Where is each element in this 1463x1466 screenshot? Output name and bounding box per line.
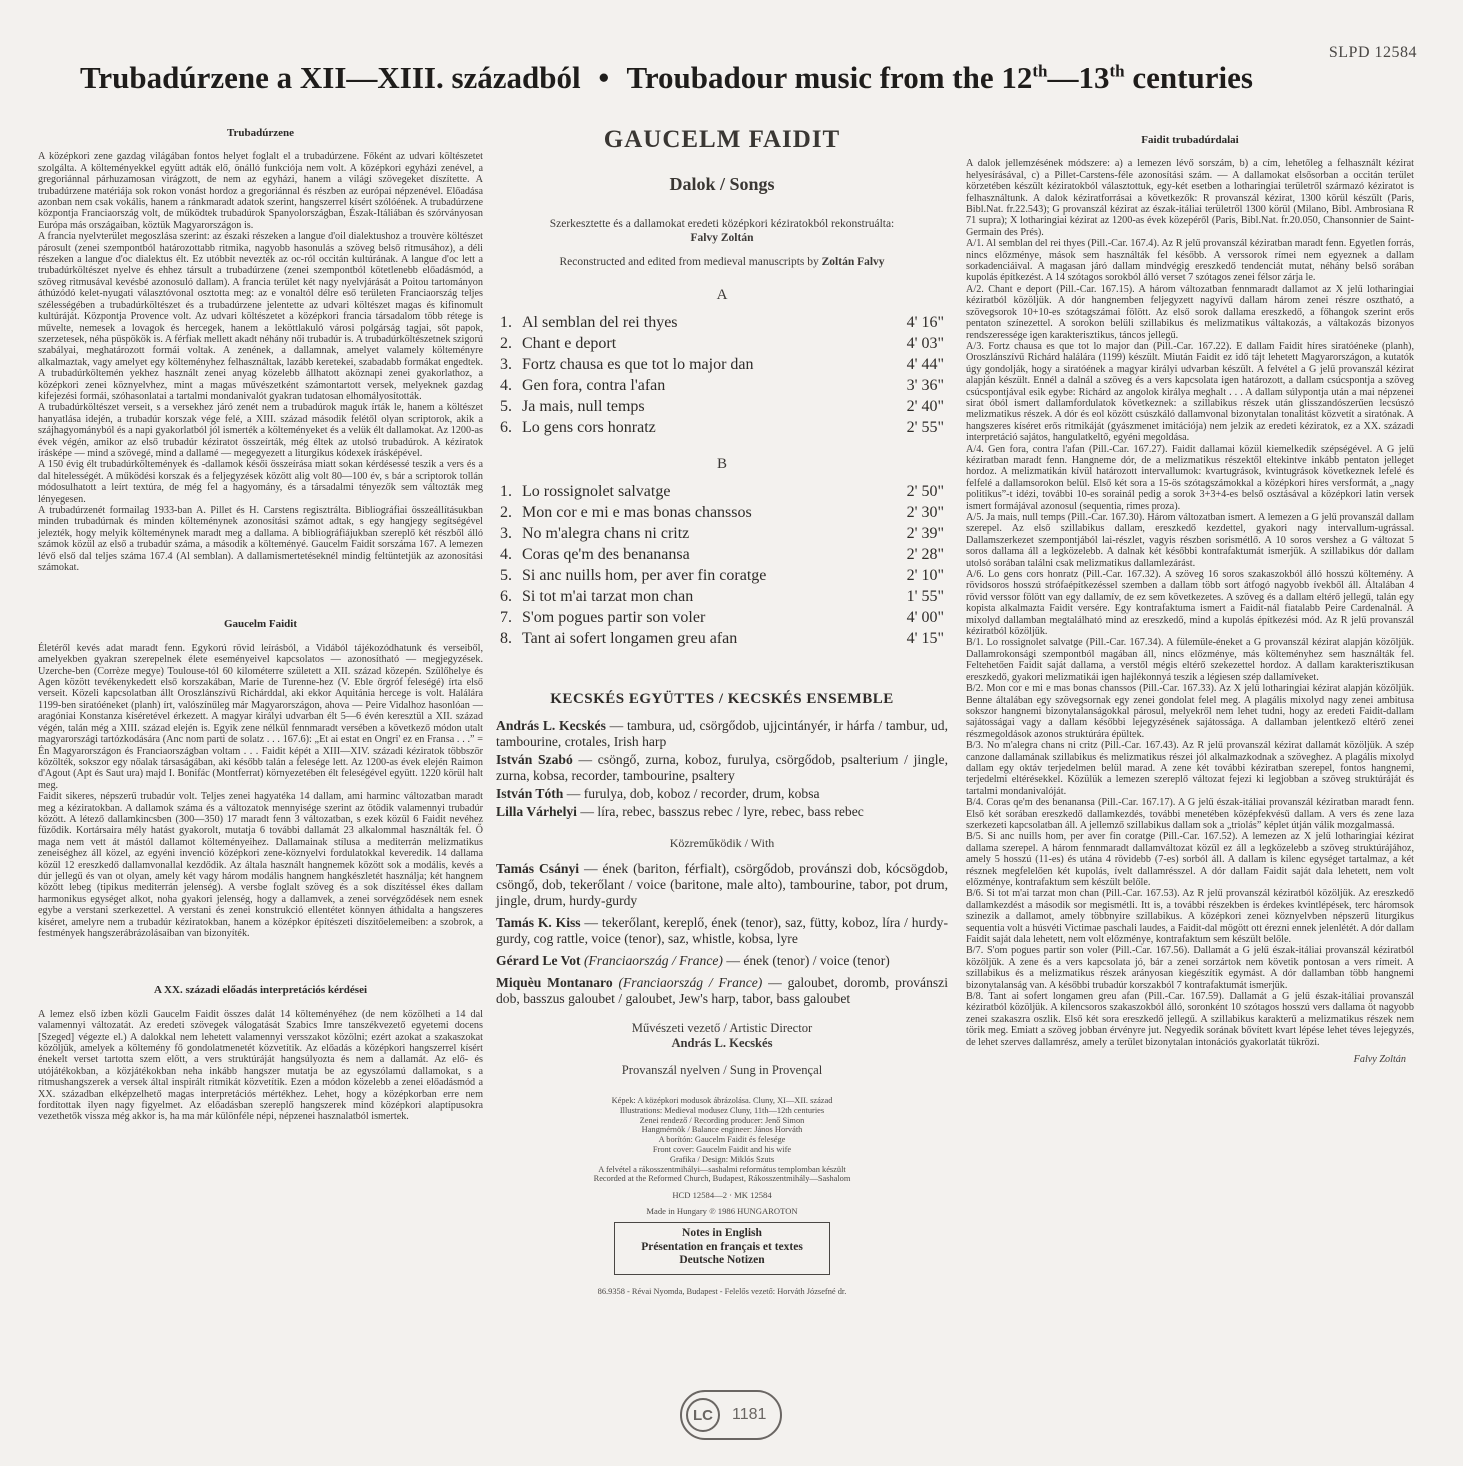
performer-instruments: — tekerőlant, kereplő, ének (tenor), saz, fütty, koboz, líra / hurdy-gurdy, cog rattle, voice (tenor), saz, whistle, kobsa, lyre xyxy=(496,915,948,946)
performer xyxy=(496,915,948,947)
track-row xyxy=(492,544,952,565)
track-duration: 4' 44" xyxy=(906,356,944,373)
track-number: 6. xyxy=(500,588,512,605)
paragraph: A lemez első ízben közli Gaucelm Faidit összes dalát 14 költeményéhez (de nem közölheti a 14 dal valamennyi változatát. Az eredeti szövegek válogatását Szabics Imre tanszékvezető egyetemi docens [Szeged] végezte el.) A dalokkal nem lehetett valamennyi versszakot közölni; ezért azokat a szakaszokat közöljük, amelyek a költemény fő gondolatmenetét közvetítik. Az előadás a középkori hangszerrel kísért énekelt verset tartotta szem előtt, a vers struktúráját hangsúlyozta és nem a dallamát. Az elő- és utójátékokban, a közjátékokban neha inkább hangszer mutatja be az egyszólamú dallamokat, s a ritmushangszerek a versek által inspirált ritmikát közvetítik. Ezen a módon közelebb a zenei előadásmód a XX. században elképzelhető magas interpretációs mértékhez. Lehet, hogy a középkorban erre nem fordítottak ilyen nagy figyelmet. Az előadásban szereplő hangszerek mind középkori alaptípusokra vezethetők vissza még akkor is, ha ma már különféle népi, népzenei hasznalatból ismertek. xyxy=(38,1008,483,1123)
track-title: Si tot m'ai tarzat mon chan xyxy=(522,588,694,605)
track-number: 1. xyxy=(500,314,512,331)
author-signature: Falvy Zoltán xyxy=(1353,1054,1406,1066)
track-row xyxy=(492,628,952,649)
performer-instruments: — líra, rebec, basszus rebec / lyre, rebec, bass rebec xyxy=(576,804,864,819)
catalog-codes: HCD 12584—2 · MK 12584 xyxy=(672,1190,772,1201)
song-descriptions xyxy=(966,158,1414,1048)
track-duration: 4' 03" xyxy=(906,335,944,352)
paragraph: A trubadúrköltészet verseit, s a versekhez járó zenét nem a trubadúrok maguk írták le, hanem a költészet hanyatlása idején, a trubadúr korszak vége felé, a XIII. század második felétől olyan scriptorok, akik a szájhagyományból és a napi gyakorlatból jól ismerték a költeményeket és a velük élt dallamokat. Az 1200-as évek végén, amikor az első trubadúr kéziratot összeírták, még éltek az utolsó trubadúrok. A kéziratok írásképe — mind a szövegé, mind a dallamé — megegyezett a liturgikus kódexek írásképével. xyxy=(38,402,483,459)
song-description: B/7. S'om pogues partir son voler (Pill.-Car. 167.56). Dallamát a G jelű észak-itáliai provanszál kéziratból közöljük. A zene és a vers kapcsolata jó, bár a zenei sorzártok nem követik pontosan a vers rímeit. A szillabikus és a melizmatikus részek arányosan kiegészítik egymást. A dór dallamban több hangnemi bizonytalanság van. A későbbi trubadúr korszakból 7 kontrafaktumát ismerjük. xyxy=(966,945,1414,991)
page-title xyxy=(80,60,1400,96)
credit-line: Illustrations: Medieval modusez Cluny, 11th—12th centuries xyxy=(619,1105,825,1115)
performer-name: Tamás Csányi xyxy=(496,861,580,876)
ensemble-heading: KECSKÉS EGYÜTTES / KECSKÉS ENSEMBLE xyxy=(550,691,894,707)
song-description: A/1. Al semblan del rei thyes (Pill.-Car. 167.4). Az R jelű provanszál kéziratban maradt fenn. Egyetlen forrás, nincs előzménye, mások sem használták fel később. A verssorok rímei nem egyeznek a dallam sorkadenciáival. A magasan járó dallam mindvégig ereszkedő tendenciát mutat, néhány belső sorában kupolás építkezést. A 14 szótagos sorokból álló verset 7 szótagos zenei félsor zárja le. xyxy=(966,238,1414,284)
title-separator: • xyxy=(598,60,610,95)
section-heading-faidit-songs: Faidit trubadúrdalai xyxy=(1141,134,1239,146)
track-row xyxy=(492,502,952,523)
performer-country: (Franciaország / France) xyxy=(580,953,723,968)
performer-name: István Tóth xyxy=(496,786,564,801)
song-description: A/2. Chant e deport (Pill.-Car. 167.15). A három változatban fennmaradt dallamot az X jelű lotharingiai kéziratból közöljük. A dór hangnemben feljegyzett nagyívű dallam három zenei részre osztható, a szövegsorok 10+10-es szótagszámai fölött. Az első sorok dallama ereszkedő, a főhangok szerint erős pentaton színezettel. A sorokon belüli szillabikus és melizmatikus váltakozás, a váltakozás bizonyos rendszeressége igen karakterisztikus, táncos jellegű. xyxy=(966,283,1414,341)
track-title: Lo rossignolet salvatge xyxy=(522,483,671,500)
title-hungarian: Trubadúrzene a XII—XIII. századból xyxy=(80,60,581,95)
performer-name: István Szabó xyxy=(496,752,573,767)
section-heading-trubadurzene: Trubadúrzene xyxy=(226,127,295,139)
track-number: 7. xyxy=(500,609,512,626)
track-duration: 4' 16" xyxy=(906,314,944,331)
label-code-number: 1181 xyxy=(732,1406,767,1423)
catalog-number: SLPD 12584 xyxy=(1328,44,1417,61)
track-title: Tant ai sofert longamen greu afan xyxy=(522,630,738,647)
performer-country: (Franciaország / France) xyxy=(612,975,763,990)
track-number: 4. xyxy=(500,546,512,563)
songs-heading: Dalok / Songs xyxy=(669,174,775,194)
credit-line: Zenei rendező / Recording producer: Jenő Simon xyxy=(639,1115,805,1125)
song-description: B/1. Lo rossignolet salvatge (Pill.-Car. 167.34). A fülemüle-éneket a G provanszál kézirat alapján közöljük. Dallamrokonsági szempontból magában áll, nincs előzménye, más költeményhez sem használták fel. Feltehetően Faidit saját dallama, a verstől mégis eltérő szekezettel hordoz. A dallam karakterisztikusan ereszkedő, gyakori melizmatikái igen hajlékonnyá teszik a légiesen szép dallamíveket. xyxy=(966,637,1414,683)
song-description: B/6. Si tot m'ai tarzat mon chan (Pill.-Car. 167.53). Az R jelű provanszál kéziratból közöljük. Az ereszkedő dallamkezdést a második sor megismétli. Itt is, a további részekben is érdekes kvintlépések, terc háromsok szinezik a dallamot, amely többnyire szillabikus. A középkori zenei köznyelvben népszerű liturgikus sequentia volt a húsvéti Victimae paschali laudes, a Faidit-dal mögött ott érezni ennek jelenlétét. A dór dallam Faidit saját dala lehetett, nem volt előzménye, kontrafaktum sem készült belőle. xyxy=(966,888,1414,946)
track-number: 3. xyxy=(500,525,512,542)
song-description: B/3. No m'alegra chans ni critz (Pill.-Car. 167.43). Az R jelű provanszál kézirat dallamát közöljük. A szép canzone dallamának szillabikus és melizmatikus részei jól alkalmazkodnak a szöveghez. A plagális mixolyd dallam egy oktáv terjedelmen belül marad. A zene két további kéziratban szerepel, fontos hangnemi, terjedelmi eltérésekkel. Közülük a lemezen szereplő változat fejezi ki legjobban a szöveg struktúráját és tartalmi mondanivalóját. xyxy=(966,740,1414,797)
paragraph: A középkori zene gazdag világában fontos helyet foglalt el a trubadúrzene. Főként az udvari költészetet szolgálta. A költeményekkel együtt adták elő, önálló funkciója nem volt. A középkori egyházi zenével, a gregoriánnal párhuzamosan virágzott, de nem az egyházi, hanem a világi szövegeket díszítette. A trubadúrzene matériája sok rokon vonást hordoz a gregoriánnal és részben az európai népzenével. Előadása azonban nem csak vokális, hanem a ránkmaradt adatok szerint, hangszerrel kísért szólóének. A trubadúrzene központja Franciaország volt, de működtek trubadúrok Spanyolországban, Észak-Itáliában és szórványosan Európa más országaiban, köztük Magyarországon is. xyxy=(38,151,483,231)
track-number: 2. xyxy=(500,335,512,352)
track-number: 6. xyxy=(500,419,512,436)
track-number: 8. xyxy=(500,630,512,647)
track-duration: 2' 10" xyxy=(906,567,944,584)
song-description: A/6. Lo gens cors honratz (Pill.-Car. 167.32). A szöveg 16 soros szakaszokból álló hosszú költemény. A rövidsoros hosszú strófaépítkezéssel szemben a dallam több sort átfogó nagyobb ívekből áll. Általában 4 rövid verssor fölött van egy dallamív, de ez sem következetes. A szöveg és a dallam eltérő jellegű, talán egy kopista alkalmazta Faidit versére. Egy kontrafaktuma ismert a Faidit-nál fiatalabb Peire Cardenalnál. A mixolyd dallamban megtalálható mind az ereszkedő, mind a kupolás építkezési mód. Az R jelű provanszál kéziratból közöljük. xyxy=(966,569,1414,638)
song-description: B/5. Si anc nuills hom, per aver fin coratge (Pill.-Car. 167.52). A lemezen az X jelű lotharingiai kézirat dallama szerepel. A három fennmaradt dallamváltozat közül ez áll a legközelebb a szöveg struktúrájához, amely 5 hosszú (11-es) és utána 4 rövidebb (7-es) sorból áll. A dallam is kilenc egységet tartalmaz, a két résznek megfelelően két kupolás, ívelt dallamrésszel. A dór dallam Faidit saját dala lehetett, nem volt előzménye, kontrafaktum sem készült belőle. xyxy=(966,831,1414,888)
track-number: 4. xyxy=(500,377,512,394)
printer-line: 86.9358 - Révai Nyomda, Budapest - Felelős vezető: Horváth Józsefné dr. xyxy=(597,1286,847,1296)
performer-instruments: — ének (bariton, férfialt), csörgődob, provánszi dob, kócsögdob, csöngő, dob, tekerőlant / voice (baritone, male alto), tambourine, tabor, pot drum, jingle, drum, hurdy-gurdy xyxy=(496,861,949,908)
song-description: A dalok jellemzésének módszere: a) a lemezen lévő sorszám, b) a cím, lehetőleg a felhasznált kézirat helyesírásával, c) a Pillet-Carstens-féle azonosítási szám. — A dallamokat elsősorban a occitán terület körzetében készült kéziratokból választottuk, egy-két esetben a lotharingiai területről származó kéziratot is felhasználtunk. A dalok kéziratforrásai a következők: R provanszál kézirat, 1300 körül készült (Paris, Bibl.Nat. fr.22.543); G provanszál kézirat az észak-itáliai területről 1300 körül (Milano, Bibl. Ambrosiana R 71 supra); X lotharingiai kézirat az 1200-as évek közepéről (Paris, Bibl.Nat. fr.20.050, Chansonnier de Saint-Germain des Prés). xyxy=(966,158,1414,238)
song-description: B/2. Mon cor e mi e mas bonas chanssos (Pill.-Car. 167.33). Az X jelű lotharingiai kézirat alapján közöljük. Benne általában egy szövegsornak egy zenei gondolat felel meg. A plagális mixolyd nagy zenei ambitusa sokszor hangnemi bizonytalanságokkal párosul, melyekről nem lehet tudni, hogy az eredeti Faidit-dallam sajátosságai vagy a dallam későbbi lejegyzésének sajátossága. A dallamban jelentkező eltérő zenei részmegoldások azonos struktúrára épültek. xyxy=(966,683,1414,740)
track-title: Fortz chausa es que tot lo major dan xyxy=(522,356,754,373)
paragraph: Faidit sikeres, népszerű trubadúr volt. Teljes zenei hagyatéka 14 dallam, ami harminc változatban maradt meg a kéziratokban. A dallamok száma és a változatok mennyisége szerint az ötödik valamennyi trubadúr között. A létező dallamkincsben (300—350) 17 maradt fenn 3 változatban, s ezek közül 6 Faidit nevéhez fűződik. Kortársaira mély hatást gyakorolt, mutatja 6 további dallamát 23 alkalommal használták fel. Ő maga nem vett át mástól dallamot költeményeihez. Dallamainak stílusa a mediterrán melizmatikus zeneiséghez áll közel, az egyéni invenció középkori zene-köznyelvi fordulatokkal keveredik. 14 dallama közül 12 ereszkedő dallamvonallal kezdődik. Az általa használt hangnemek között sok a modális, kevés a dúr jellegű és van ot olyan, amely két vagy három modális hangnem hangkészletét használja; két hangnem között lebeg (tipikus mediterrán jelenség). A versbe foglalt szöveg és a sok díszítéssel ékes dallam harmonikus egységet alkot, noha gyakori jelenség, hogy a dallamvek, a zenei sorvégződések nem esnek egybe a verstani szerkezettel. A verstani és zenei konstrukció ellentétet könnyen áthidalta a hangszeres kíséret, amelyre nem a trubadúr kéziratokban, hanem a középkor építészeti díszítőelemeiben: a szobrok, a festmények hangszerábrázolásaiban van bizonyíték. xyxy=(38,791,483,939)
track-row xyxy=(492,396,952,417)
paragraph: A trubadúrzenét formailag 1933-ban A. Pillet és H. Carstens regisztrálta. Bibliográfiai összeállításukban minden trubadúrnak és minden költeménynek azonosítási számot adtak, s egy hangjegy segítségével jelezték, hogy melyik költeménynek maradt meg a dallama. A bibliográfiájukban szereplő két részből álló számok közül az első a trubadúr száma, a második a költeményé. Gaucelm Faidit sorszáma 167. A lemezen lévő első dal teljes száma 167.4 (Al semblan). A dallamismertetéseknél mindig feltüntetjük az azonosítási számokat. xyxy=(38,505,483,574)
artistic-director: Művészeti vezető / Artistic Director András L. Kecskés Provanszál nyelven / Sung in Provençal xyxy=(621,1021,823,1077)
performer xyxy=(496,975,948,1007)
composer-name: GAUCELM FAIDIT xyxy=(603,126,841,153)
performer xyxy=(496,786,948,802)
tracklist-side-a xyxy=(492,312,952,438)
credit-line: A borítón: Gaucelm Faidit és felesége xyxy=(658,1135,786,1145)
side-b-label: B xyxy=(716,456,727,472)
song-description: A/5. Ja mais, null temps (Pill.-Car. 167.30). Három változatban ismert. A lemezen a G jelű provanszál dallam szerepel. Az első szillabikus dallam, ereszkedő kezdettel, gyakori nagy intervallum-ugrással. Dallamszerkezet szempontjából lai-részlet, vagyis részben sorismétlő. A 10 soros vershez a G változat 5 soros dallama áll a legközelebb. A dalnak két későbbi kontrafaktumát ismerjük. A szillabikus dór dallam utolsó sorában találni csak melizmatikus dallamlezárást. xyxy=(966,512,1414,569)
with-label: Közreműködik / With xyxy=(669,836,775,850)
production-credits xyxy=(492,1096,952,1184)
song-description: A/4. Gen fora, contra l'afan (Pill.-Car. 167.27). Faidit dallamai közül kiemelkedik szépségével. A G jelű kéziratban maradt fenn. Hangneme dór, de a melizmatikus részektől eltekintve inkább pentaton jelleget hordoz. A melizmatikán kívül határozott intervallumok: kvartugrások, kvintugrások következnek lefelé és felfelé a dallamsorokon belül. Első két sora a 15-ös szótagszámokkal a középkori híres versformát, a „nagy politikus”-t idézi, további 10-es sorainál pedig a sorok 3+3+4-es belső osztásával a középkori latin versek ismert formájával azonosul (sequentia, rimes proza). xyxy=(966,443,1414,512)
credit-line: Grafika / Design: Miklós Szuts xyxy=(669,1154,775,1164)
performer-name: Gérard Le Vot xyxy=(496,953,581,968)
track-title: No m'alegra chans ni critz xyxy=(522,525,690,542)
editor-credit: Szerkesztette és a dallamokat eredeti középkori kéziratokból rekonstruálta: Falvy Zoltán Reconstructed and edited from medieval manuscripts by Zoltán Falvy xyxy=(549,218,895,268)
track-duration: 2' 55" xyxy=(906,419,944,436)
track-duration: 2' 40" xyxy=(906,398,944,415)
track-title: Ja mais, null temps xyxy=(522,398,645,415)
track-title: Coras qe'm des benanansa xyxy=(522,546,690,563)
lc-icon: LC xyxy=(686,1398,720,1432)
paragraph: A francia nyelvterület megoszlása szerint: az északi részeken a langue d'oil dialektushoz a trouvère költészet párosult (zenei szempontból határozottabb ritmika, nagyobb hasonulás a szöveg belső ritmusához), a déli részeken a langue d'oc dialektus élt. Ez utóbbit nevezték az oc-ról occitán kultúrának. A langue d'oc lett a trubadúrköltészet nyelve és ehhez társult a trubadúrzene (zenei szempontból kötetlenebb előadásmód, a szöveg ritmusával kevésbé azonosuló dallam). A francia terület két nagy nyelvjárását a Poitou tartományon áthúzódó kelet-nyugati választóvonal osztotta meg: az e vonaltól délre eső területen Franciaország teljes szélességében a trubadúrköltészet és a trubadúrzene jelentette az udvari költészet magas és kifinomult kultúráját. Központja Provence volt. Az udvari költészetet a középkori francia társadalom több rétege is művelte, nemesek a lovagok és hercegek, hanem a leköttlakuló városi polgárság tagjai, sőt papok, szerzetesek, néha püspökök is. A férfiak mellett akadt néhány női trubadúr is. A trubadúrköltészetnek szigorú szabályai, meghatározott formái voltak. A zenének, a dallamnak, amelyet valamely költeményre alkalmaztak, vagy amelyet egy költeményhez felhasználtak, lazább keretekei, szabadabb formákat engedtek. A trubadúrköltemén yekhez használt zenei anyag közelebb állhatott aköznapi zenei gyakorlathoz, a középkori zenei köznyelvhez, mint a magas művészetként számontartott versek, melyeknek gazdag kifejezési formái, szóhasonlatai a tartalmi mondanivalót gyakran tudatosan elhomályosították. xyxy=(38,231,483,402)
performer xyxy=(496,861,948,909)
credit-line: Front cover: Gaucelm Faidit and his wife xyxy=(652,1144,792,1154)
track-row xyxy=(492,523,952,544)
performer-instruments: — tambura, ud, csörgődob, ujjcintányér, ir hárfa / tambur, ud, tambourine, crotales, Irish harp xyxy=(496,718,948,749)
performer xyxy=(496,718,948,750)
track-title: Lo gens cors honratz xyxy=(522,419,656,436)
performer-name: András L. Kecskés xyxy=(496,718,606,733)
paragraph: Életéről kevés adat maradt fenn. Egykorú rövid leírásból, a Vidából tájékozódhatunk és verseiből, amelyekben gyakran szerepelnek élete eseményeivel kapcsolatos — azonosítható — megjegyzések. Uzerche-ben (Corrèze megye) Toulouse-tól 60 kilométerre született a XII. század közepén. Szülőhelye és Agen között tevékenykedett első korszakában, Marie de Turenne-hez (V. Eble őrgróf feleségé) írta első verseit. Közeli kapcsolatban állt Oroszlánszívű Richárddal, aki ekkor Aquitánia hercege is volt. Halálára 1199-ben siratóéneket (planh) írt, valószínűleg már Magyarországon, ahova — Peire Vidalhoz hasonlóan — aragóniai Konstanza kíséretével érkezett. A magyar királyi udvarban élt 5—6 évén keresztül a XII. század végén, talán még a XIII. század elején is. Egyik zene nélkül fennmaradt versében a következő módon utalt magyarországi tartózkodására (Anc nom parti de solatz . . . 167.6): „Et ai estat en Ongri' ez en Fransa . . .” = Én Magyarországon és Franciaországban voltam . . . Faidit képét a XIII—XIV. századi kéziratok többször közölték, sokszor egy nőalak társaságában, aki később talán a felesége lett. Az 1200-as évek elején Raimon d'Agout (Apt és Saut ura) majd I. Bonifác (Montferrat) környezetében élt feleségével együtt. 1220 körül halt meg. xyxy=(38,642,483,791)
track-title: S'om pogues partir son voler xyxy=(522,609,706,626)
performer-instruments: — ének (tenor) / voice (tenor) xyxy=(722,953,890,968)
credit-line: A felvétel a rákosszentmihályi—sashalmi református templomban készült xyxy=(598,1164,846,1174)
track-title: Si anc nuills hom, per aver fin coratge xyxy=(522,567,767,584)
track-number: 3. xyxy=(500,356,512,373)
track-duration: 2' 28" xyxy=(906,546,944,563)
track-row xyxy=(492,375,952,396)
track-title: Gen fora, contra l'afan xyxy=(522,377,666,394)
performer-name: Tamás K. Kiss xyxy=(496,915,581,930)
guest-performers xyxy=(492,861,952,1007)
track-duration: 2' 50" xyxy=(906,483,944,500)
track-duration: 2' 39" xyxy=(906,525,944,542)
song-description: B/4. Coras qe'm des benanansa (Pill.-Car. 167.17). A G jelű észak-itáliai provanszál kéziratban maradt fenn. Első két sorában ereszkedő dallamkezdés, további menetében középfekvésű dallam. A vers és zene laza szerkezeti kapcsolatban áll. A jellemző szillabikus dallam sok a „triolás” képlet útján válik mozgalmassá. xyxy=(966,797,1414,831)
performer-instruments: — furulya, dob, koboz / recorder, drum, kobsa xyxy=(563,786,820,801)
section-heading-gaucelm-faidit: Gaucelm Faidit xyxy=(223,618,298,631)
notes-box: Notes in English Présentation en français et textes Deutsche Notizen xyxy=(614,1222,830,1275)
performer-name: Lilla Várhelyi xyxy=(496,804,577,819)
track-row xyxy=(492,565,952,586)
performer-instruments: — galoubet, doromb, provánszi dob, basszus galoubet / galoubet, Jew's harp, tabor, bass galoubet xyxy=(496,975,948,1006)
credit-line: Képek: A középkori modusok ábrázolása. Cluny, XI—XII. század xyxy=(611,1096,833,1105)
right-column xyxy=(966,135,1414,1066)
performer xyxy=(496,752,948,784)
copyright-line: Made in Hungary ℗ 1986 HUNGAROTON xyxy=(646,1206,798,1217)
track-title: Mon cor e mi e mas bonas chanssos xyxy=(522,504,752,521)
side-a-label: A xyxy=(716,287,728,303)
section-heading-interpretation: A XX. századi előadás interpretációs kérdései xyxy=(153,984,368,997)
credit-line: Hangmérnök / Balance engineer: János Horváth xyxy=(641,1125,803,1135)
track-row xyxy=(492,481,952,502)
track-duration: 3' 36" xyxy=(906,377,944,394)
performer xyxy=(496,953,948,969)
track-title: Chant e deport xyxy=(522,335,617,352)
track-duration: 4' 15" xyxy=(906,630,944,647)
track-number: 5. xyxy=(500,567,512,584)
center-column xyxy=(492,120,952,1296)
track-duration: 1' 55" xyxy=(906,588,944,605)
performer-name: Miquèu Montanaro xyxy=(496,975,613,990)
track-duration: 4' 00" xyxy=(906,609,944,626)
tracklist-side-b xyxy=(492,481,952,649)
track-number: 2. xyxy=(500,504,512,521)
left-column xyxy=(38,128,483,1123)
song-description: B/8. Tant ai sofert longamen greu afan (Pill.-Car. 167.59). Dallamát a G jelű észak-itáliai provanszál kéziratból közöljük. A kilencsoros szakaszokból álló, soronként 10 szótagos hosszú vers dallama öt nagyobb zenei szakaszra oszlik. Első két sora ereszkedő jellegű. A szillabikus karakterű a melizmatikus részek nem törik meg. Emiatt a szöveg jobban érvényre jut. Negyedik sorának bővített kvart lépése lehet téves lejegyzés, de lehet szerves dallamrész, amely a terület bizonytalan intonációs gyakorlatát tükrözi. xyxy=(966,991,1414,1048)
track-row xyxy=(492,607,952,628)
track-row xyxy=(492,586,952,607)
title-english: Troubadour music from the 12th—13th centuries xyxy=(626,60,1253,95)
paragraph: A 150 évig élt trubadúrköltemények és -dallamok késői összeírása miatt sokan kérdésessé teszik a vers és a dal hitelességét. A működési korszak és a feljegyzések között alig volt 80—100 év, s bár a scriptorok tollán módosulhatott a leírt textúra, de még fel a hagyomány, és a társadalmi tényezők sem változták meg lényegesen. xyxy=(38,459,483,505)
track-row xyxy=(492,333,952,354)
ensemble-members xyxy=(492,718,952,820)
track-number: 5. xyxy=(500,398,512,415)
performer-instruments: — csöngő, zurna, koboz, furulya, csörgődob, psalterium / jingle, zurna, kobsa, recorder, tambourine, psaltery xyxy=(496,752,948,783)
track-title: Al semblan del rei thyes xyxy=(522,314,678,331)
track-row xyxy=(492,354,952,375)
performer xyxy=(496,804,948,820)
label-code-logo xyxy=(680,1390,782,1440)
credit-line: Recorded at the Reformed Church, Budapest, Rákosszentmihály—Sashalom xyxy=(593,1174,851,1184)
song-description: A/3. Fortz chausa es que tot lo major dan (Pill.-Car. 167.22). E dallam Faidit híres siratóéneke (planh), Oroszlánszívű Richárd halálára (1199) készült. Miután Faidit ez idő tájt lehetett Magyarországon, a kutatók úgy gondolják, hogy a siratóének a magyar királyi udvarban készült. A felvétel a G jelű provanszál kézirat alapján készült. Ennél a dalnál a szöveg és a vers kapcsolata igen határozott, a dallam csúcspontja a szöveg csúcspontjával esik egybe: Richárd az angolok királya meghalt . . . A dallam súlypontja után a mai népzenei sirat óból ismert dallamfordulatok következnek: a szillabikus részek után glisszandószerűen lecsúszó melizmatikus részek. A dór és eol között csúszkáló dallamvonal bizonytalan tonalitást közvetít a siratónak. A hangszeres kíséret erős ritmikáját (gyászmenet imitációja) nem jelzik az eredeti kéziratok, ez a XX. századi interpretáció sajátos, hangulatkeltő, egyéni megoldása. xyxy=(966,340,1414,444)
track-number: 1. xyxy=(500,483,512,500)
track-row xyxy=(492,417,952,438)
track-duration: 2' 30" xyxy=(906,504,944,521)
track-row xyxy=(492,312,952,333)
